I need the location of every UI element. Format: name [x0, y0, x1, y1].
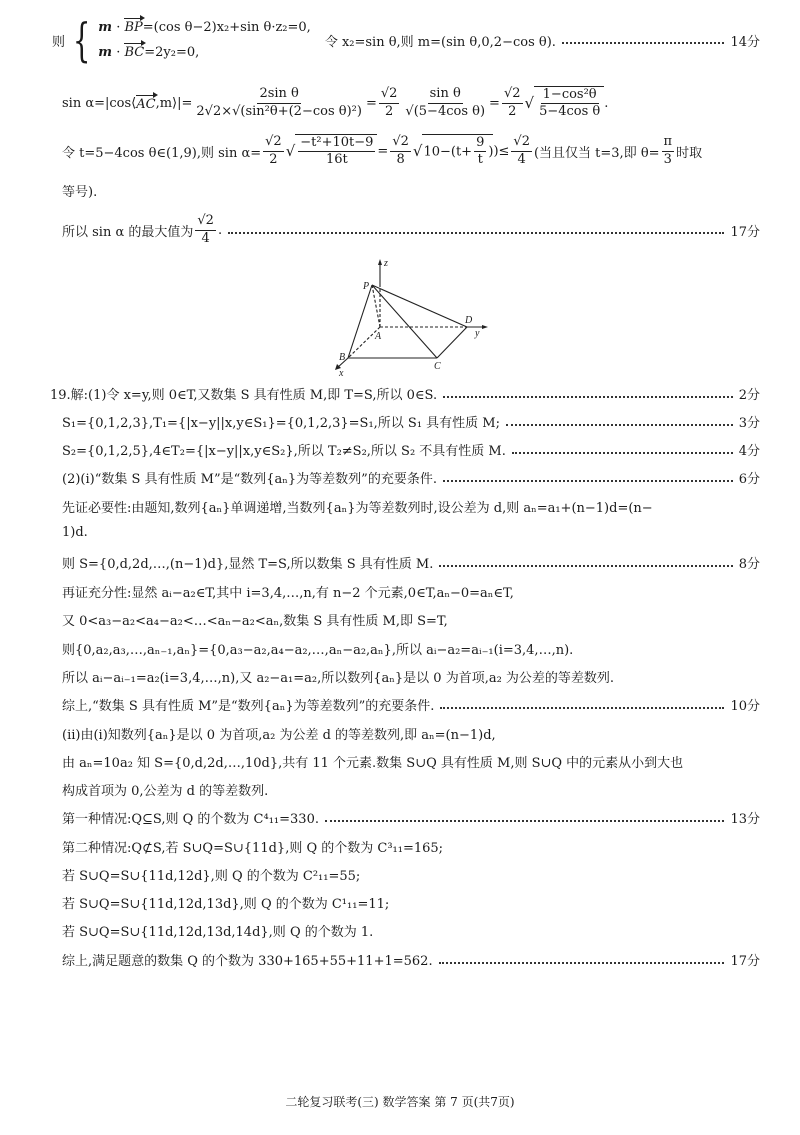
line-text: 综上,“数集 S 具有性质 M”是“数列{aₙ}为等差数列”的充要条件. [62, 699, 435, 714]
line-text: 再证充分性:显然 aᵢ−a₂∈T,其中 i=3,4,…,n,有 n−2 个元素,0∈T,aₙ−0=aₙ∈T, [62, 586, 514, 601]
solution-line [62, 950, 760, 969]
z-arrow-icon [378, 259, 382, 265]
sin-alpha-expression [62, 82, 760, 124]
line-text: (2)(ⅰ)“数集 S 具有性质 M”是“数列{aₙ}为等差数列”的充要条件. [62, 472, 437, 487]
score: 13分 [730, 812, 760, 827]
line-text: 由 aₙ=10a₂ 知 S={0,d,2d,…,10d},共有 11 个元素.数集 S∪Q 具有性质 M,则 S∪Q 中的元素从小到大也 [62, 756, 684, 771]
sqrt-icon: √ [412, 142, 423, 160]
dot-leader [325, 820, 724, 822]
numerator: 2sin θ [257, 86, 300, 103]
normal-vector-equations [52, 12, 760, 68]
solution-line [62, 752, 760, 771]
line-text: 则 S={0,d,2d,…,(n−1)d},显然 T=S,所以数集 S 具有性质 M. [62, 557, 434, 572]
label-z: z [384, 258, 388, 269]
math: =(cos θ−2)x₂+sin θ·z₂=0, [142, 20, 311, 35]
numerator: π [662, 134, 675, 151]
solution-line [62, 837, 760, 856]
numerator: −t²+10t−9 [298, 135, 375, 152]
score: 3分 [738, 416, 760, 431]
denominator: 4 [201, 230, 210, 246]
numerator: √2 [390, 134, 411, 151]
edge-cd [437, 327, 467, 358]
solution-line [62, 468, 760, 487]
score: 14分 [730, 34, 760, 50]
max-value-line [62, 212, 760, 248]
fraction [263, 134, 284, 168]
line-text: S₂={0,1,2,5},4∈T₂={|x−y||x,y∈S₂},所以 T₂≠S₂,所以 S₂ 不具有性质 M. [62, 444, 506, 459]
text: (当且仅当 t=3,即 θ= [533, 145, 660, 161]
fraction [502, 86, 523, 120]
fraction [195, 213, 216, 247]
label-a: A [375, 331, 382, 342]
substitution-line-cont [62, 181, 760, 200]
page-footer: 二轮复习联考(三) 数学答案 第 7 页(共7页) [285, 1095, 515, 1109]
fraction [662, 134, 675, 168]
score: 17分 [730, 224, 760, 240]
math: )≤ [493, 143, 510, 159]
vector-ac: AC [136, 96, 156, 112]
line-text: 综上,满足题意的数集 Q 的个数为 330+165+55+11+1=562. [62, 954, 433, 969]
y-arrow-icon [482, 325, 488, 329]
label-y: y [475, 328, 480, 339]
radicand [534, 86, 604, 121]
edge-pb [348, 285, 372, 358]
denominator: 2 [385, 103, 394, 119]
line-text: S₁={0,1,2,3},T₁={|x−y||x,y∈S₁}={0,1,2,3}=S₁,所以 S₁ 具有性质 M; [62, 416, 501, 431]
score: 2分 [738, 388, 760, 403]
dot-leader [439, 962, 725, 964]
score: 4分 [738, 444, 760, 459]
math: m [98, 45, 113, 60]
edge-pc [372, 285, 437, 358]
line-text: 第一种情况:Q⊆S,则 Q 的个数为 C⁴₁₁=330. [62, 812, 319, 827]
denominator: 3 [663, 151, 672, 167]
text: 等号). [62, 185, 98, 200]
solution-line [62, 553, 760, 572]
line-text: 若 S∪Q=S∪{11d,12d,13d},则 Q 的个数为 C¹₁₁=11; [62, 897, 390, 912]
dot-leader [228, 232, 724, 234]
sqrt-icon: √ [524, 94, 535, 112]
denominator: 16t [325, 152, 348, 167]
text: 令 x₂=sin θ,则 m=(sin θ,0,2−cos θ). [324, 34, 556, 50]
solution-line [62, 893, 760, 912]
math: 10−(t+ [423, 144, 473, 159]
sqrt-icon: √ [285, 142, 296, 160]
label-d: D [465, 315, 473, 326]
solution-line [62, 724, 760, 743]
solution-line [62, 695, 760, 714]
math: =2y₂=0, [144, 45, 200, 60]
line-text: 19.解:(1)令 x=y,则 0∈T,又数集 S 具有性质 M,即 T=S,所以 0∈S. [50, 388, 438, 403]
fraction [511, 134, 532, 168]
dot-leader [439, 565, 732, 567]
numerator: 1−cos²θ [541, 87, 599, 104]
fraction [390, 134, 411, 168]
denominator: √(5−4cos θ) [405, 103, 486, 119]
equation-system: m · BP=(cos θ−2)x₂+sin θ·z₂=0, m · BC=2y₂=0, [98, 20, 311, 60]
line-text: 先证必要性:由题知,数列{aₙ}单调递增,当数列{aₙ}为等差数列时,设公差为 d,则 aₙ=a₁+(n−1)d=(n− [62, 501, 653, 516]
fraction [379, 86, 400, 120]
line-text: 第二种情况:Q⊄S,若 S∪Q=S∪{11d},则 Q 的个数为 C³₁₁=165; [62, 841, 444, 856]
line-text: 若 S∪Q=S∪{11d,12d},则 Q 的个数为 C²₁₁=55; [62, 869, 361, 884]
numerator: √2 [379, 86, 400, 103]
solution-line [62, 921, 760, 940]
numerator: √2 [511, 134, 532, 151]
dot-leader [506, 424, 733, 426]
numerator: sin θ [428, 86, 463, 103]
math: = [365, 95, 377, 111]
line-text: (ⅱ)由(ⅰ)知数列{aₙ}是以 0 为首项,a₂ 为公差 d 的等差数列,即 aₙ=(n−1)d, [62, 728, 496, 743]
dot-leader [443, 396, 733, 398]
dot-leader [512, 452, 733, 454]
label-p: P [363, 281, 370, 292]
edge-pd [372, 285, 467, 327]
radicand [295, 134, 377, 169]
solution-line [62, 610, 760, 629]
solution-line [62, 525, 760, 540]
solution-line [50, 384, 760, 403]
solution-line [62, 780, 760, 799]
score: 8分 [738, 557, 760, 572]
line-text: 则{0,a₂,a₃,…,aₙ₋₁,aₙ}={0,a₃−a₂,a₄−a₂,…,aₙ−a₂,aₙ},所以 aᵢ−a₂=aᵢ₋₁(i=3,4,…,n). [62, 643, 574, 658]
text: 令 t=5−4cos θ∈(1,9),则 sin α= [62, 145, 262, 161]
denominator: t [477, 152, 483, 167]
radicand: 10−(t+ $\frac{9}{t}$ ) [423, 134, 494, 167]
solution-line [62, 639, 760, 658]
vector-bp: BP [124, 20, 143, 35]
text: 时取 [676, 145, 703, 161]
math: = [489, 95, 500, 111]
brace: { [72, 13, 91, 67]
score: 17分 [730, 954, 760, 969]
line-text: 若 S∪Q=S∪{11d,12d,13d,14d},则 Q 的个数为 1. [62, 925, 374, 940]
dot-leader [562, 42, 725, 44]
denominator: 2 [508, 103, 517, 119]
score: 10分 [730, 699, 760, 714]
math: sin α=|cos⟨ [62, 95, 137, 111]
math: m [98, 20, 113, 35]
pyramid-figure [320, 250, 520, 380]
math: = [377, 143, 389, 159]
fraction [403, 86, 487, 120]
denominator: 2√2×√(sin²θ+(2−cos θ)²) [196, 103, 362, 119]
denominator: 5−4cos θ [539, 104, 601, 119]
solution-line [62, 497, 760, 516]
score: 6分 [738, 472, 760, 487]
numerator: √2 [502, 86, 523, 103]
label-x: x [339, 368, 344, 379]
line-text: 构成首项为 0,公差为 d 的等差数列. [62, 784, 269, 799]
text: 则 [52, 34, 66, 50]
dot-leader [443, 480, 733, 482]
label-b: B [339, 352, 346, 363]
math: ,m⟩|= [155, 95, 193, 111]
solution-line [62, 865, 760, 884]
denominator: 8 [396, 151, 405, 167]
solution-line [62, 412, 760, 431]
denominator: 2 [269, 151, 278, 167]
numerator: √2 [263, 134, 284, 151]
solution-line [62, 582, 760, 601]
dot-leader [440, 707, 724, 709]
numerator: √2 [195, 213, 216, 230]
vector-bc: BC [124, 45, 145, 60]
solution-line [62, 808, 760, 827]
fraction [194, 86, 364, 120]
numerator: 9 [474, 135, 486, 152]
math: . [217, 222, 223, 238]
text: 所以 sin α 的最大值为 [62, 224, 194, 240]
solution-line [62, 440, 760, 459]
substitution-line [62, 130, 760, 172]
solution-line [62, 667, 760, 686]
label-c: C [434, 361, 441, 372]
line-text: 1)d. [62, 525, 88, 540]
denominator: 4 [517, 151, 526, 167]
edge-pa [372, 285, 380, 327]
line-text: 又 0<a₃−a₂<a₄−a₂<…<aₙ−a₂<aₙ,数集 S 具有性质 M,即 S=T, [62, 614, 448, 629]
line-text: 所以 aᵢ−aᵢ₋₁=a₂(i=3,4,…,n),又 a₂−a₁=a₂,所以数列{aₙ}是以 0 为首项,a₂ 为公差的等差数列. [62, 671, 615, 686]
math: . [604, 95, 609, 111]
